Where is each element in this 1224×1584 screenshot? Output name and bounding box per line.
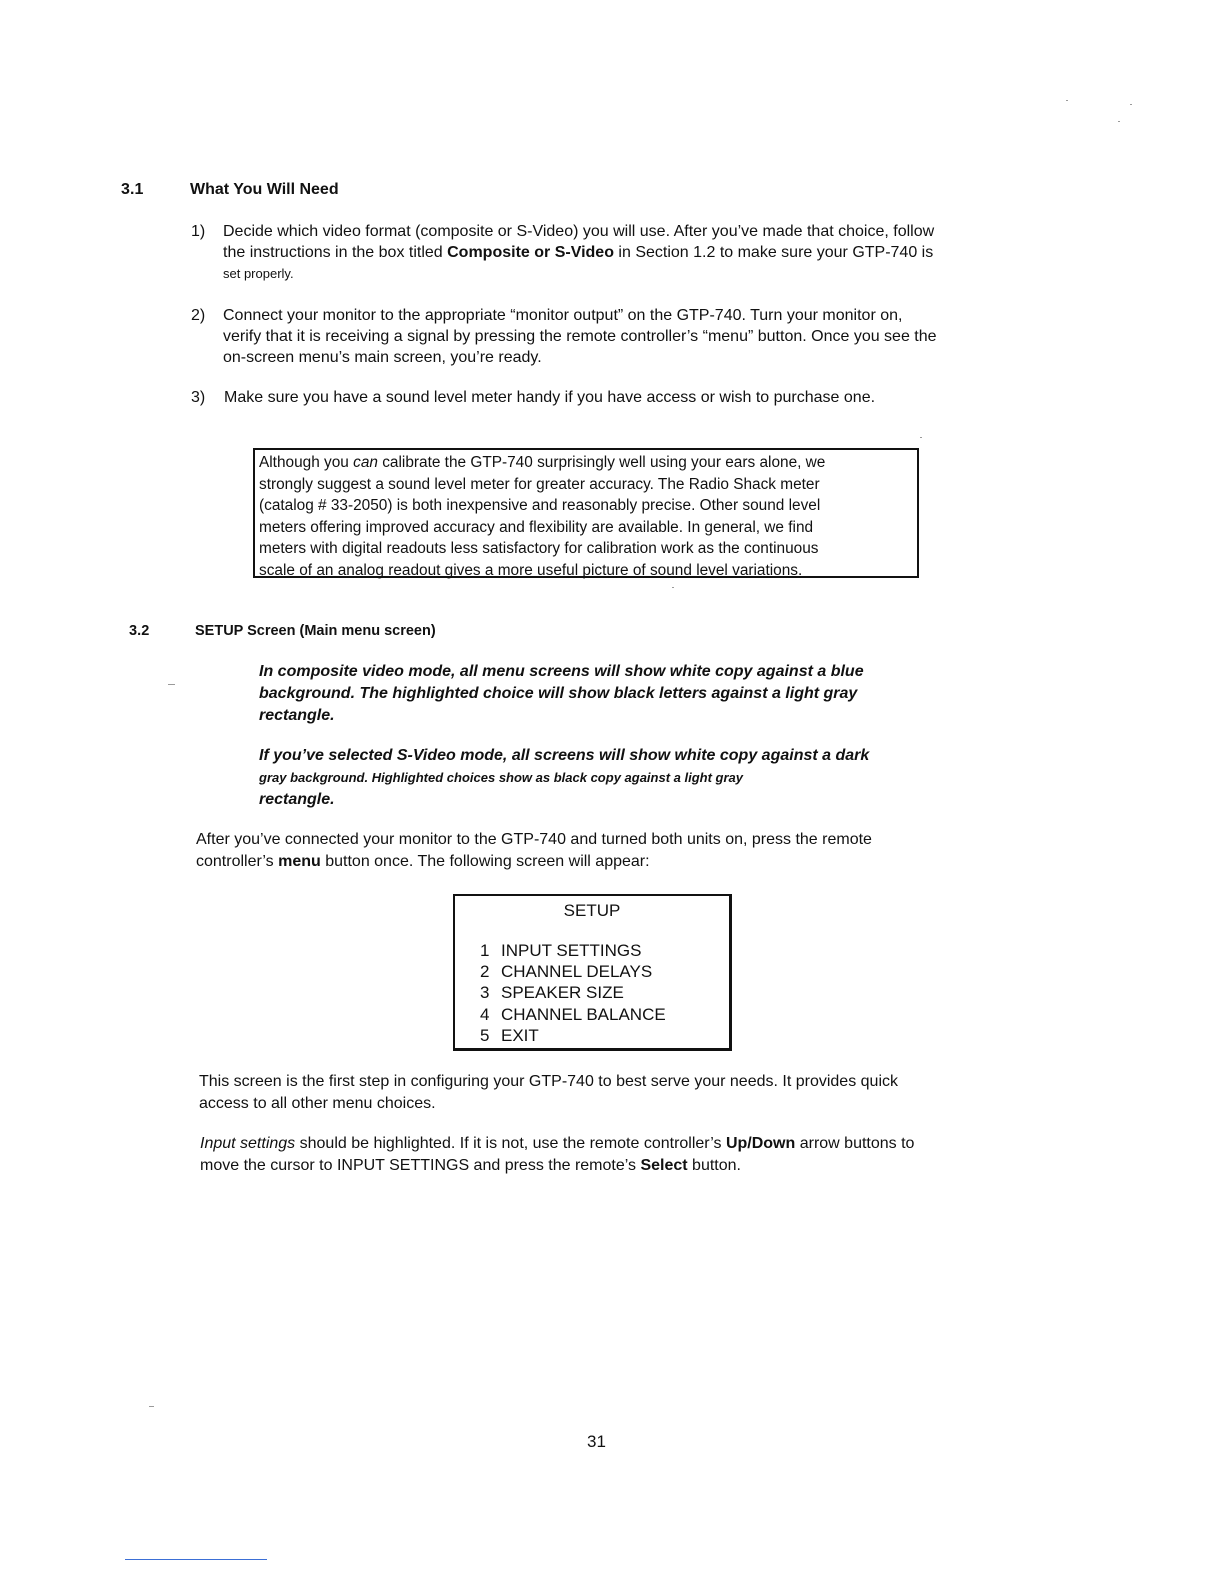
note-line: gray background. Highlighted choices show as black copy against a light gray <box>259 770 744 785</box>
list-item-text <box>223 221 1043 284</box>
scan-speck <box>920 437 922 438</box>
paragraph-line: access to all other menu choices. <box>199 1095 436 1112</box>
note-line: (catalog # 33-2050) is both inexpensive and reasonably precise. Other sound level <box>259 497 821 515</box>
section-3-2-title: SETUP Screen (Main menu screen) <box>195 623 436 639</box>
list-item-number: 3) <box>191 389 206 406</box>
s-video-mode-note <box>259 745 959 811</box>
menu-item-speaker-size: 3 SPEAKER SIZE <box>480 983 624 1003</box>
paragraph-line: This screen is the first step in configuring your GTP-740 to best serve your needs. It provides quick <box>199 1073 898 1090</box>
note-line: strongly suggest a sound level meter for greater accuracy. The Radio Shack meter <box>259 475 820 493</box>
page-number: 31 <box>587 1432 606 1451</box>
note-line: background. The highlighted choice will show black letters against a light gray <box>259 685 858 702</box>
sound-meter-note-box <box>253 448 919 578</box>
list-item-text <box>224 387 1044 408</box>
list-item-line: Connect your monitor to the appropriate “monitor output” on the GTP-740. Turn your monitor on, <box>223 307 903 324</box>
note-line: meters offering improved accuracy and flexibility are available. In general, we find <box>259 518 814 536</box>
list-item-line: Make sure you have a sound level meter handy if you have access or wish to purchase one. <box>224 389 876 406</box>
list-item-number: 1) <box>191 223 206 240</box>
paragraph-line: After you’ve connected your monitor to the GTP-740 and turned both units on, press the remote <box>196 831 872 848</box>
note-line: Although you can calibrate the GTP-740 surprisingly well using your ears alone, we <box>259 454 826 471</box>
list-item-number: 2) <box>191 307 206 324</box>
menu-item-exit: 5 EXIT <box>480 1025 539 1045</box>
list-item-line: set properly. <box>223 266 294 281</box>
setup-menu-screen <box>453 894 732 1051</box>
note-line: rectangle. <box>259 791 335 808</box>
menu-title: SETUP <box>563 901 621 920</box>
list-item-text <box>223 305 1043 368</box>
section-3-2-number: 3.2 <box>129 623 150 639</box>
scan-speck <box>149 1406 154 1407</box>
note-line: If you’ve selected S-Video mode, all screens will show white copy against a dark <box>259 747 870 764</box>
intro-paragraph <box>196 829 1026 873</box>
menu-item-channel-balance: 4 CHANNEL BALANCE <box>480 1004 666 1024</box>
paragraph-line: Input settings should be highlighted. If it is not, use the remote controller’s Up/Down arrow buttons to <box>200 1135 915 1152</box>
section-3-1-number: 3.1 <box>121 181 144 198</box>
list-item-line: the instructions in the box titled Composite or S-Video in Section 1.2 to make sure your GTP-740 is <box>223 244 934 261</box>
list-item-line: on-screen menu’s main screen, you’re ready. <box>223 349 542 366</box>
paragraph-line: controller’s menu button once. The following screen will appear: <box>196 853 650 870</box>
scan-speck <box>168 684 175 685</box>
footer-rule <box>125 1559 267 1560</box>
composite-mode-note <box>259 661 959 727</box>
menu-description-paragraph <box>199 1071 1029 1115</box>
input-settings-paragraph <box>200 1133 1030 1177</box>
scan-speck <box>672 587 674 588</box>
note-line: meters with digital readouts less satisfactory for calibration work as the continuous <box>259 540 819 558</box>
section-3-1-title: What You Will Need <box>190 181 339 198</box>
menu-list <box>480 940 666 1046</box>
scan-speck <box>1066 100 1068 101</box>
menu-item-input-settings: 1 INPUT SETTINGS <box>480 941 642 960</box>
scan-speck <box>1118 121 1120 122</box>
list-item-line: verify that it is receiving a signal by pressing the remote controller’s “menu” button. Once you see the <box>223 328 937 345</box>
menu-item-channel-delays: 2 CHANNEL DELAYS <box>480 962 653 982</box>
scan-speck <box>1130 104 1132 105</box>
paragraph-line: move the cursor to INPUT SETTINGS and press the remote’s Select button. <box>200 1157 741 1174</box>
menu-button-reference: menu <box>278 853 321 870</box>
note-line: In composite video mode, all menu screens will show white copy against a blue <box>259 663 864 680</box>
box-title-reference: Composite or S-Video <box>447 244 614 261</box>
list-item-line: Decide which video format (composite or S-Video) you will use. After you’ve made that choice, follow <box>223 223 935 240</box>
note-line: scale of an analog readout gives a more useful picture of sound level variations. <box>259 561 803 579</box>
note-line: rectangle. <box>259 707 335 724</box>
